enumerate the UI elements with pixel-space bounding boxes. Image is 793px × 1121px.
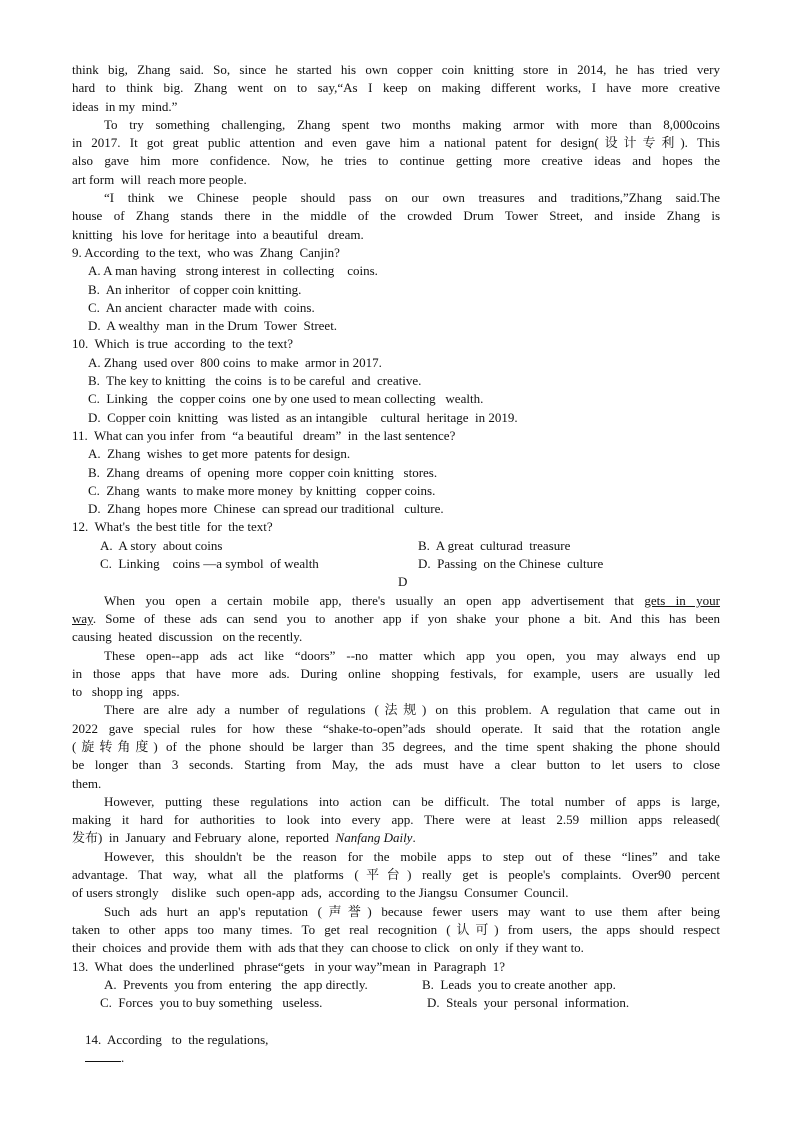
passage-line: (旋转角度) of the phone should be larger than 35 degrees, and the time spent shaking the phone should	[72, 738, 720, 754]
passage-line: There are alre ady a number of regulations (法规) on this problem. A regulation that came out in	[104, 702, 720, 718]
answer-blank[interactable]	[85, 1049, 121, 1062]
question-12-options-row-2	[72, 555, 720, 573]
question-12-option-b[interactable]: B. A great culturad treasure	[418, 537, 571, 553]
passage-line: their choices and provide them with ads that they can choose to click on only if they want to.	[72, 940, 584, 956]
passage-line: To try something challenging, Zhang spent two months making armor with more than 8,000coins	[104, 116, 720, 132]
question-13-options-row-2	[72, 994, 720, 1012]
passage-line: of users strongly dislike such open-app ads, according to the Jiangsu Consumer Council.	[72, 885, 569, 901]
question-11-option-c[interactable]: C. Zhang wants to make more money by knitting copper coins.	[88, 482, 436, 498]
passage-line: These open--app ads act like “doors” --no matter which app you open, you may always end up	[104, 647, 720, 663]
passage-line: to shopp ing apps.	[72, 684, 180, 700]
question-13-option-a[interactable]: A. Prevents you from entering the app directly.	[104, 976, 368, 992]
question-13-option-b[interactable]: B. Leads you to create another app.	[422, 976, 616, 992]
question-11-option-d[interactable]: D. Zhang hopes more Chinese can spread our traditional culture.	[88, 501, 444, 517]
section-d-label: D	[398, 574, 408, 590]
question-10-option-d[interactable]: D. Copper coin knitting was listed as an intangible cultural heritage in 2019.	[88, 409, 518, 425]
question-9-option-a[interactable]: A. A man having strong interest in collecting coins.	[88, 263, 378, 279]
passage-line: house of Zhang stands there in the middle of the crowded Drum Tower Street, and inside Zhang is	[72, 208, 720, 224]
passage-line: “I think we Chinese people should pass on our own treasures and traditions,”Zhang said.The	[104, 190, 720, 206]
passage-line	[72, 592, 720, 610]
passage-line: advantage. That way, what all the platforms (平台) really get is people's complaints. Over90 percent	[72, 867, 720, 883]
passage-line: making it hard for authorities to look into every app. There were at least 2.59 million apps released(	[72, 812, 720, 828]
passage-line: taken to other apps too many times. To get real recognition (认可) from users, the apps should respect	[72, 921, 720, 937]
passage-text: .	[412, 830, 416, 846]
passage-line: be longer than 3 seconds. Starting from May, the ads must have a clear button to let users to close	[72, 757, 720, 773]
question-11-option-b[interactable]: B. Zhang dreams of opening more copper coin knitting stores.	[88, 464, 438, 480]
newspaper-name: Nanfang Daily	[335, 830, 413, 846]
question-14-tail: .	[121, 1050, 125, 1066]
question-11-stem: 11. What can you infer from “a beautiful dream” in the last sentence?	[72, 427, 456, 443]
passage-line: think big, Zhang said. So, since he started his own copper coin knitting store in 2014, he has tried very	[72, 62, 720, 77]
question-14-stem	[72, 1012, 720, 1066]
question-13-option-c[interactable]: C. Forces you to buy something useless.	[100, 995, 323, 1011]
question-13-option-d[interactable]: D. Steals your personal information.	[427, 995, 630, 1011]
question-9-option-b[interactable]: B. An inheritor of copper coin knitting.	[88, 281, 302, 297]
question-10-stem: 10. Which is true according to the text?	[72, 336, 294, 352]
passage-line: However, this shouldn't be the reason for the mobile apps to step out of these “lines” and take	[104, 848, 720, 864]
question-10-option-b[interactable]: B. The key to knitting the coins is to be careful and creative.	[88, 373, 422, 389]
question-9-option-d[interactable]: D. A wealthy man in the Drum Tower Street.	[88, 318, 338, 334]
question-12-option-d[interactable]: D. Passing on the Chinese culture	[418, 556, 604, 572]
passage-line: art form will reach more people.	[72, 171, 247, 187]
question-13-options-row-1	[72, 976, 720, 994]
passage-line: causing heated discussion on the recently.	[72, 629, 303, 645]
passage-line: them.	[72, 775, 102, 791]
underlined-phrase: way	[72, 610, 93, 626]
question-11-option-a[interactable]: A. Zhang wishes to get more patents for design.	[88, 446, 351, 462]
passage-line: hard to think big. Zhang went on to say,“As I keep on making different works, I have more creative	[72, 80, 720, 96]
question-14-text: 14. According to the regulations,	[85, 1031, 269, 1047]
question-12-option-c[interactable]: C. Linking coins —a symbol of wealth	[100, 556, 319, 572]
passage-line: ideas in my mind.”	[72, 98, 178, 114]
passage-line: Such ads hurt an app's reputation (声誉) because fewer users may want to use them after being	[104, 903, 720, 919]
passage-line: knitting his love for heritage into a beautiful dream.	[72, 226, 364, 242]
passage-text: 发布) in January and February alone, reported	[72, 830, 336, 846]
question-12-options-row-1	[72, 537, 720, 555]
question-12-stem: 12. What's the best title for the text?	[72, 519, 273, 535]
passage-text: . Some of these ads can send you to another app if yon shake your phone a bit. And this has been	[92, 610, 720, 626]
question-10-option-a[interactable]: A. Zhang used over 800 coins to make armor in 2017.	[88, 354, 382, 370]
passage-line: 2022 gave special rules for how these “shake-to-open”ads should operate. It said that the rotation angle	[72, 720, 720, 736]
underlined-phrase: gets in your	[644, 592, 720, 608]
passage-line: also gave him more confidence. Now, he tries to continue getting more creative ideas and hopes the	[72, 153, 720, 169]
exam-page	[72, 61, 720, 1066]
question-9-stem: 9. According to the text, who was Zhang Canjin?	[72, 244, 340, 260]
question-13-stem: 13. What does the underlined phrase“gets in your way”mean in Paragraph 1?	[72, 958, 505, 974]
question-12-option-a[interactable]: A. A story about coins	[100, 537, 223, 553]
passage-line: in 2017. It got great public attention and even gave him a national patent for design(设计专利). This	[72, 135, 720, 151]
passage-line	[72, 610, 720, 628]
passage-line: in those apps that have more ads. During online shopping festivals, for example, users are usually led	[72, 665, 720, 681]
question-10-option-c[interactable]: C. Linking the copper coins one by one used to mean collecting wealth.	[88, 391, 484, 407]
passage-line	[72, 829, 720, 847]
passage-text: When you open a certain mobile app, there's usually an open app advertisement that	[104, 592, 634, 608]
passage-c	[72, 61, 720, 244]
passage-line: However, putting these regulations into action can be difficult. The total number of apps is large,	[104, 793, 720, 809]
question-9-option-c[interactable]: C. An ancient character made with coins.	[88, 299, 315, 315]
